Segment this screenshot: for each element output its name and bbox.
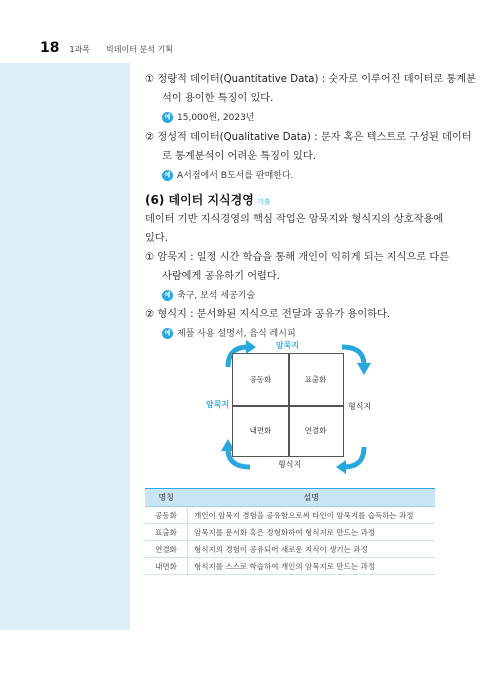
tacit-line-1: ① 암묵지 : 일정 시간 학습을 통해 개인이 익히게 되는 지식으로 다른 — [145, 252, 450, 263]
example-badge-icon: 예 — [162, 328, 173, 339]
table-row — [145, 541, 435, 558]
quant-line-2: 석이 용이한 특징이 있다. — [162, 93, 274, 104]
example-badge-icon: 예 — [162, 290, 173, 301]
section-intro-1: 데이터 기반 지식경영의 핵심 작업은 암묵지와 형식지의 상호작용에 — [145, 214, 444, 225]
column-header-term: 명칭 — [145, 489, 188, 507]
term-cell: 내면화 — [145, 558, 188, 575]
tacit-example — [162, 289, 255, 303]
table-row — [145, 524, 435, 541]
page-number: 18 — [40, 40, 60, 56]
description-cell: 암묵지를 문서화 혹은 정형화하여 형식지로 만드는 과정 — [188, 524, 436, 541]
quadrant-grid — [232, 353, 344, 457]
qual-line-1: ② 정성적 데이터(Qualitative Data) : 문자 혹은 텍스트로 구성된 데이터 — [145, 132, 472, 143]
table-row — [145, 507, 435, 524]
description-cell: 개인이 암묵지 경험을 공유함으로써 타인이 암묵지를 습득하는 과정 — [188, 507, 436, 524]
quant-line-1: ① 정량적 데이터(Quantitative Data) : 숫자로 이루어진 데이터로 통계분 — [145, 74, 476, 85]
explicit-line-1: ② 형식지 : 문서화된 지식으로 전달과 공유가 용이하다. — [145, 309, 391, 320]
quant-example — [162, 111, 255, 125]
qual-example-text: A서점에서 B도서를 판매한다. — [177, 171, 294, 181]
axis-label-left: 암묵지 — [206, 400, 230, 409]
cell-internalization: 내면화 — [249, 426, 272, 435]
page-header — [40, 40, 173, 56]
left-margin-panel — [0, 63, 130, 630]
section-intro-2: 있다. — [145, 233, 168, 244]
tacit-line-2: 사람에게 공유하기 어렵다. — [162, 271, 280, 282]
explicit-example-text: 제품 사용 설명서, 음식 레시피 — [177, 329, 296, 339]
qual-example — [162, 169, 294, 183]
example-badge-icon: 예 — [162, 112, 173, 123]
axis-label-top: 암묵지 — [276, 341, 300, 350]
description-cell: 형식지를 스스로 학습하여 개인의 암묵지로 만드는 과정 — [188, 558, 436, 575]
example-badge-icon: 예 — [162, 170, 173, 181]
section-title — [145, 191, 270, 208]
cell-externalization: 표출화 — [304, 375, 327, 384]
axis-label-right: 형식지 — [348, 402, 372, 411]
qual-line-2: 로 통계분석이 어려운 특징이 있다. — [162, 151, 316, 162]
quant-example-text: 15,000원, 2023년 — [177, 113, 255, 123]
table-header-row — [145, 489, 435, 507]
seci-diagram — [200, 335, 380, 475]
term-cell: 연결화 — [145, 541, 188, 558]
column-header-description: 설명 — [188, 489, 436, 507]
seci-table — [145, 488, 435, 575]
axis-label-bottom: 형식지 — [278, 460, 302, 469]
book-title: 빅데이터 분석 기획 — [106, 45, 173, 54]
cell-socialization: 공동화 — [249, 375, 272, 384]
cell-combination: 연결화 — [304, 426, 327, 435]
term-cell: 표출화 — [145, 524, 188, 541]
section-title-text: (6) 데이터 지식경영 — [145, 193, 254, 207]
chapter-label: 1과목 — [69, 45, 91, 54]
description-cell: 형식지의 경험이 공유되어 새로운 지식이 생기는 과정 — [188, 541, 436, 558]
term-cell: 공동화 — [145, 507, 188, 524]
section-tag: 기출 — [256, 198, 271, 206]
table-row — [145, 558, 435, 575]
tacit-example-text: 축구, 보석 세공기술 — [177, 291, 256, 301]
